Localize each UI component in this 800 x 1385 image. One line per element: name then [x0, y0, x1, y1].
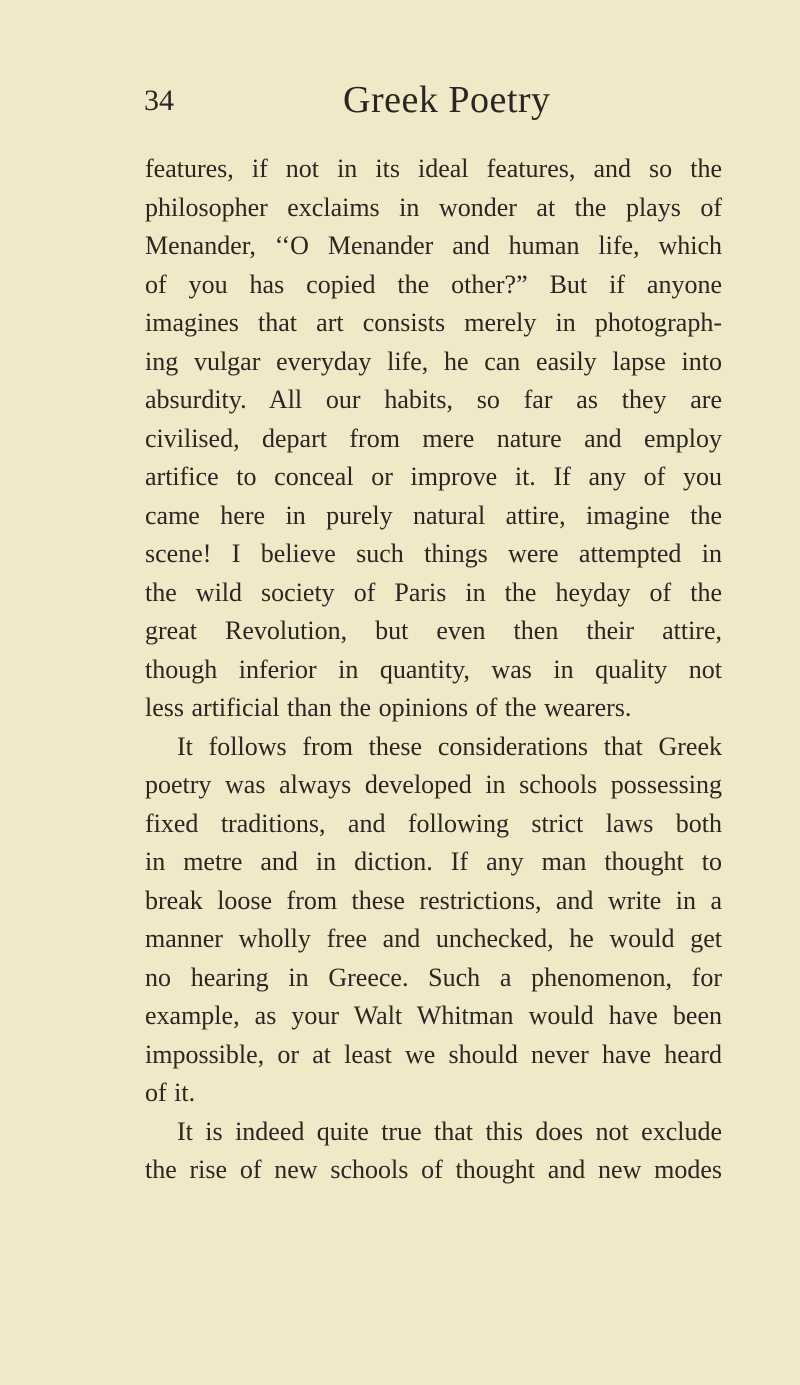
text-line: example, as your Walt Whitman would have been — [145, 1001, 722, 1030]
text-line: fixed traditions, and following strict laws both — [145, 808, 722, 838]
text-line: no hearing in Greece. Such a phenomenon, for — [145, 962, 722, 992]
text-line: though inferior in quantity, was in quality not — [145, 654, 722, 684]
running-title: Greek Poetry — [343, 79, 551, 121]
text-line: in metre and in diction. If any man thought to — [145, 847, 722, 876]
text-line: features, if not in its ideal features, and so the — [145, 154, 722, 183]
body-text — [145, 150, 722, 1190]
text-line: imagines that art consists merely in photograph- — [145, 308, 722, 337]
text-line: of it. — [145, 1078, 196, 1107]
text-line: civilised, depart from mere nature and employ — [145, 423, 722, 453]
page-number: 34 — [144, 84, 174, 117]
text-line: impossible, or at least we should never have heard — [145, 1039, 722, 1069]
running-head — [0, 78, 800, 128]
text-line: artifice to conceal or improve it. If any of you — [145, 462, 722, 491]
text-line: the rise of new schools of thought and new modes — [145, 1155, 722, 1184]
text-line: It is indeed quite true that this does not exclude — [177, 1116, 722, 1146]
text-line: philosopher exclaims in wonder at the plays of — [145, 192, 722, 222]
text-line: great Revolution, but even then their attire, — [145, 616, 722, 645]
text-line: of you has copied the other?” But if anyone — [145, 269, 722, 299]
text-line: manner wholly free and unchecked, he would get — [145, 924, 722, 953]
text-line: break loose from these restrictions, and write in a — [145, 885, 722, 915]
text-line: ing vulgar everyday life, he can easily lapse into — [145, 346, 722, 376]
text-line: It follows from these considerations that Greek — [177, 731, 722, 761]
text-line: poetry was always developed in schools possessing — [145, 770, 722, 799]
text-line: absurdity. All our habits, so far as they are — [145, 385, 722, 414]
text-line: less artificial than the opinions of the wearers. — [145, 693, 632, 722]
text-line: came here in purely natural attire, imagine the — [145, 500, 722, 530]
text-line: the wild society of Paris in the heyday of the — [145, 577, 722, 607]
text-line: Menander, ‘‘O Menander and human life, which — [145, 231, 722, 260]
text-line: scene! I believe such things were attempted in — [145, 539, 722, 568]
